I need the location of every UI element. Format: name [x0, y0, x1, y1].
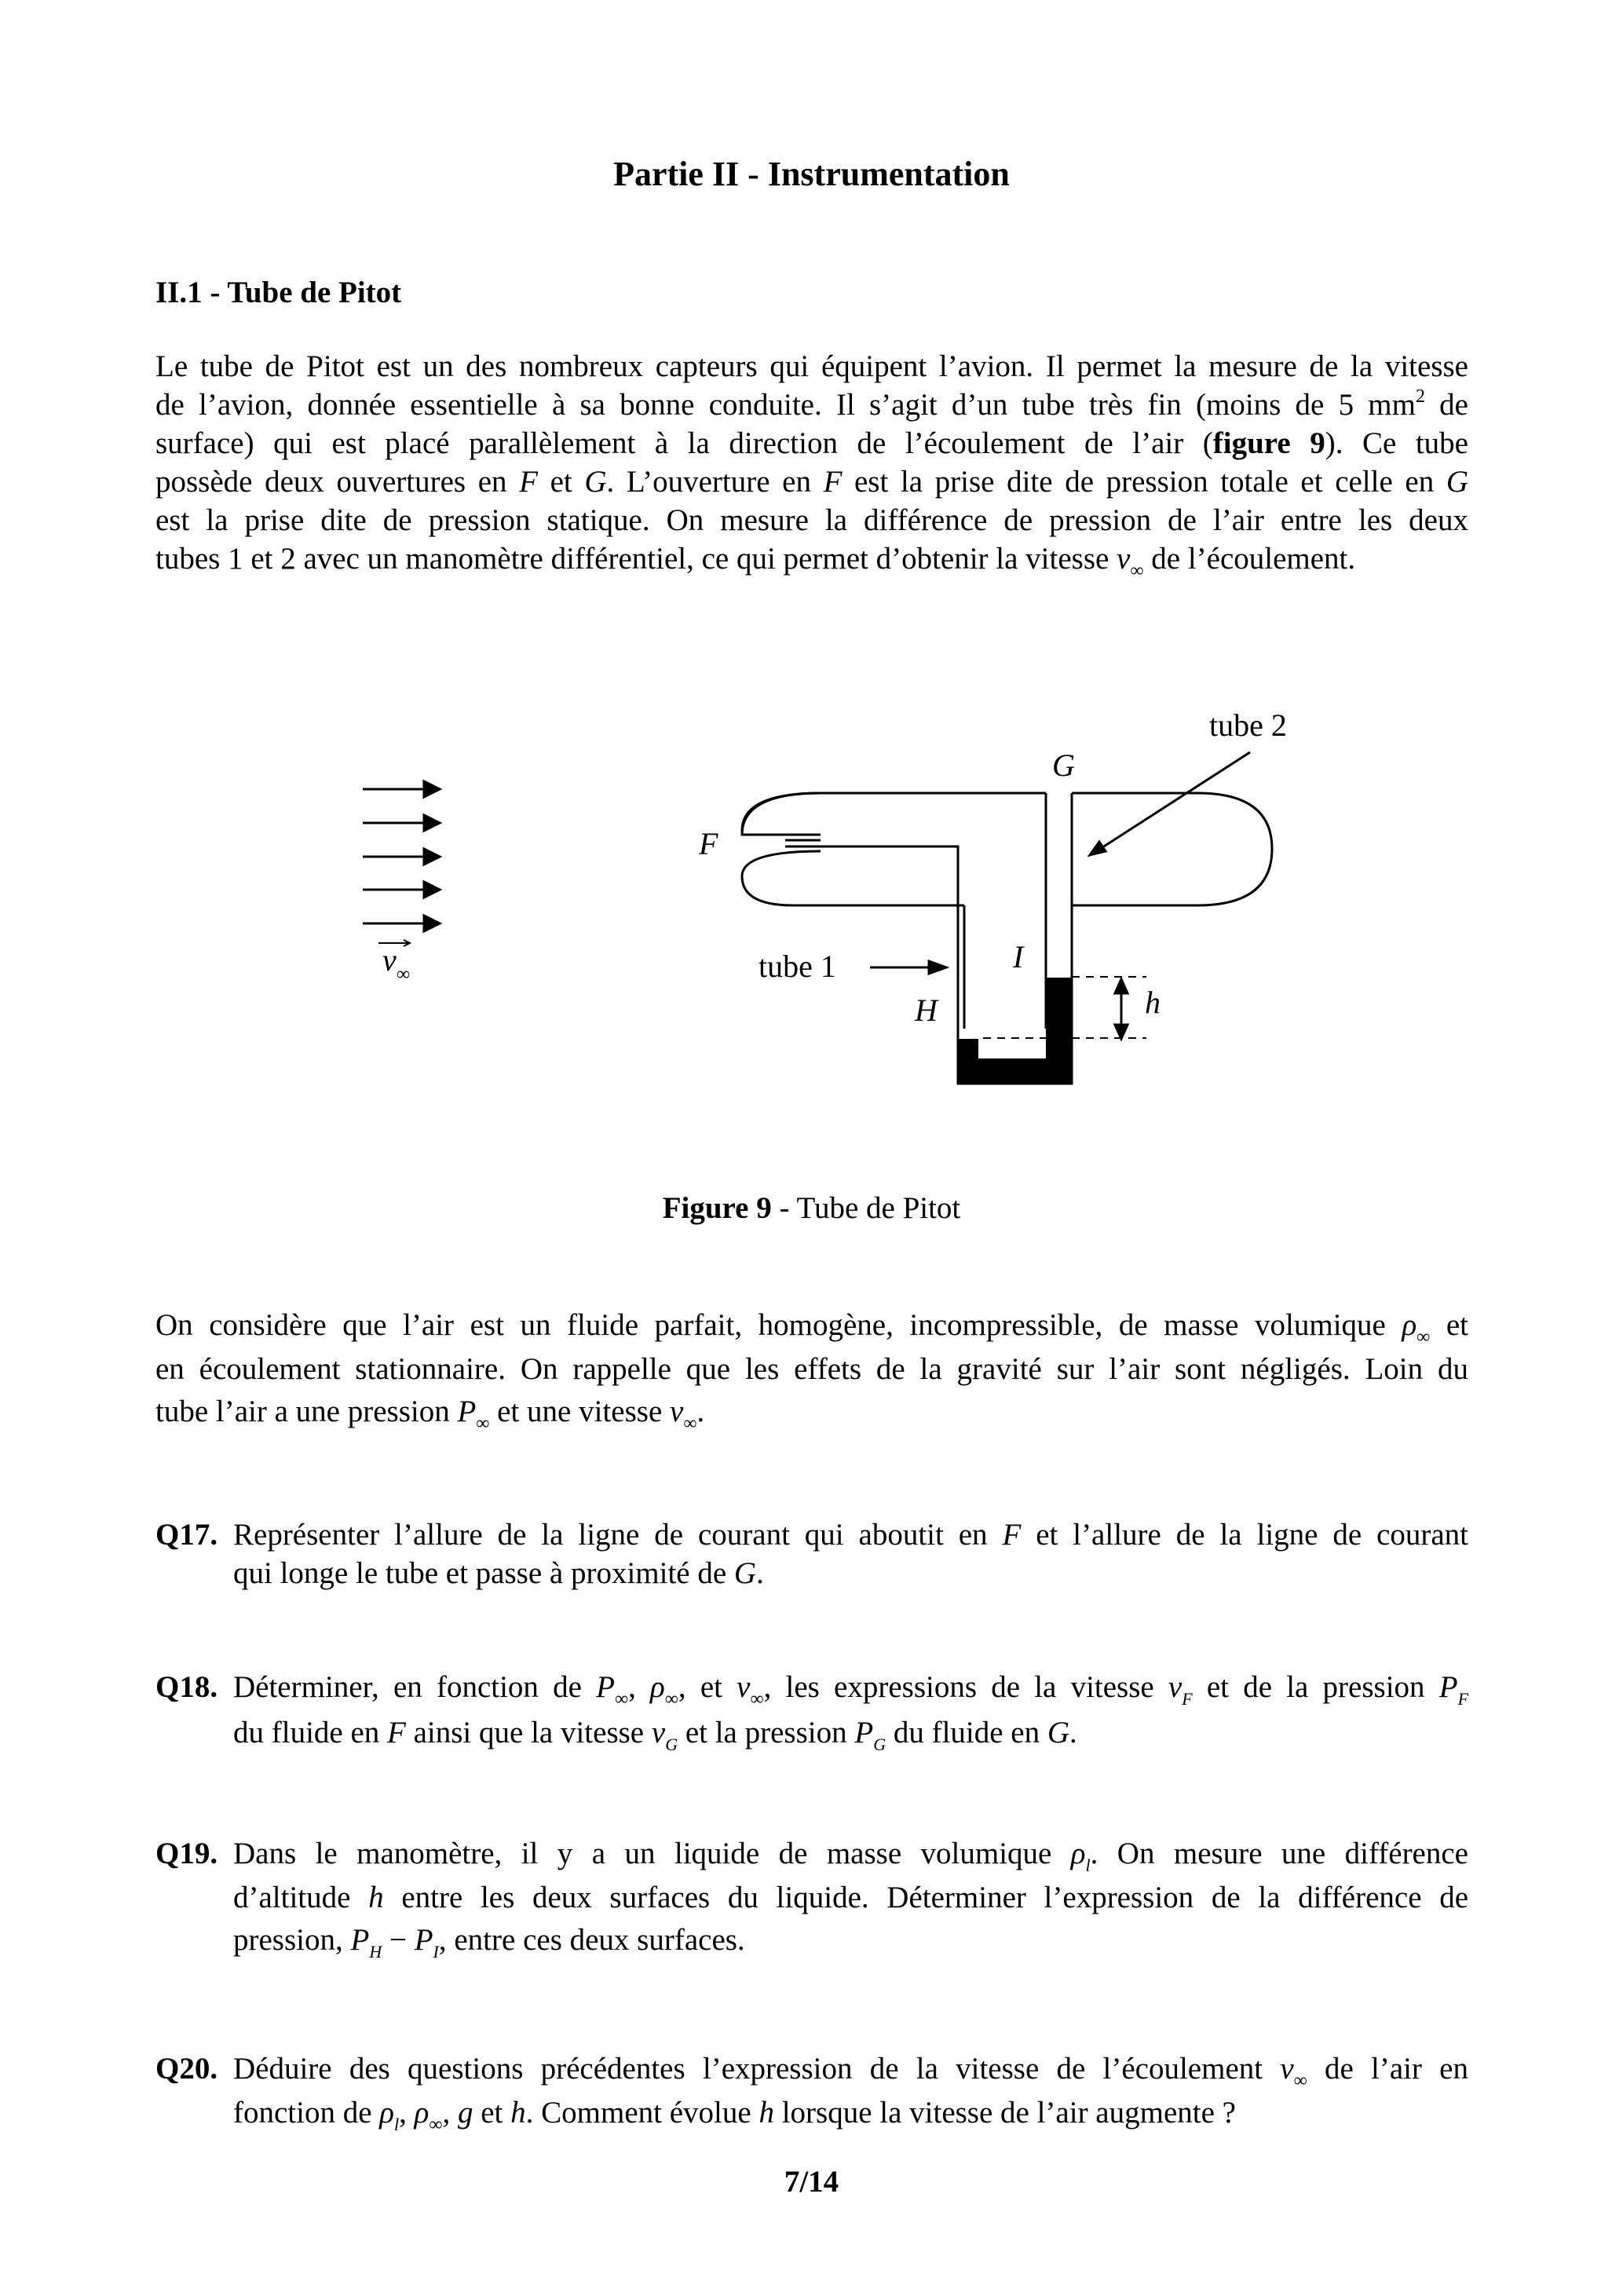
svg-text:v: v	[382, 942, 397, 978]
para2-line-3: tube l’air a une pression $P_\infty$ et une vitesse $v_\infty$.	[155, 1395, 705, 1434]
para2-line-1: On considère que l’air est un fluide parfait, homogène, incompressible, de masse volumique $\rho_\infty$ et	[155, 1308, 1468, 1347]
label-F: F	[699, 826, 718, 861]
h-dimension-arrow	[1115, 979, 1128, 1039]
intro-line-6: tubes 1 et 2 avec un manomètre différentiel, ce qui permet d’obtenir la vitesse $v_\infty$ de l’écoulement.	[155, 542, 1356, 581]
label-tube1: tube 1	[758, 949, 836, 984]
svg-text:∞: ∞	[397, 964, 411, 985]
pitot-tube-figure	[0, 691, 1623, 1131]
intro-line-1: Le tube de Pitot est un des nombreux capteurs qui équipent l’avion. Il permet la mesure de la vitesse	[155, 349, 1468, 383]
label-I: I	[1013, 939, 1024, 974]
v-infinity-vector-label	[378, 940, 410, 985]
label-H: H	[915, 993, 938, 1028]
pitot-tube-outline	[742, 793, 1272, 1084]
label-G: G	[1052, 748, 1075, 783]
flow-arrows	[363, 781, 440, 931]
tube1-arrow	[870, 961, 946, 974]
page-number: 7/14	[784, 2165, 839, 2199]
manometer-liquid	[958, 978, 1072, 1084]
intro-line-4: possède deux ouvertures en F et G. L’ouverture en F est la prise dite de pression totale et celle en G	[155, 465, 1468, 499]
part-title: Partie II - Instrumentation	[613, 155, 1010, 193]
intro-line-5: est la prise dite de pression statique. On mesure la différence de pression de l’air entre les deux	[155, 503, 1468, 537]
figure-caption: Figure 9 - Tube de Pitot	[662, 1191, 961, 1225]
para2-line-2: en écoulement stationnaire. On rappelle que les effets de la gravité sur l’air sont négligés. Loin du	[155, 1352, 1468, 1386]
label-h: h	[1145, 985, 1161, 1020]
label-tube2: tube 2	[1209, 707, 1287, 743]
section-title: II.1 - Tube de Pitot	[155, 276, 402, 309]
intro-line-3: surface) qui est placé parallèlement à la direction de l’écoulement de l’air (figure 9). Ce tube	[155, 426, 1468, 460]
tube2-arrow	[1090, 752, 1250, 855]
intro-line-2: de l’avion, donnée essentielle à sa bonne conduite. Il s’agit d’un tube très fin (moins de 5 $mm^2$ de	[155, 386, 1468, 422]
